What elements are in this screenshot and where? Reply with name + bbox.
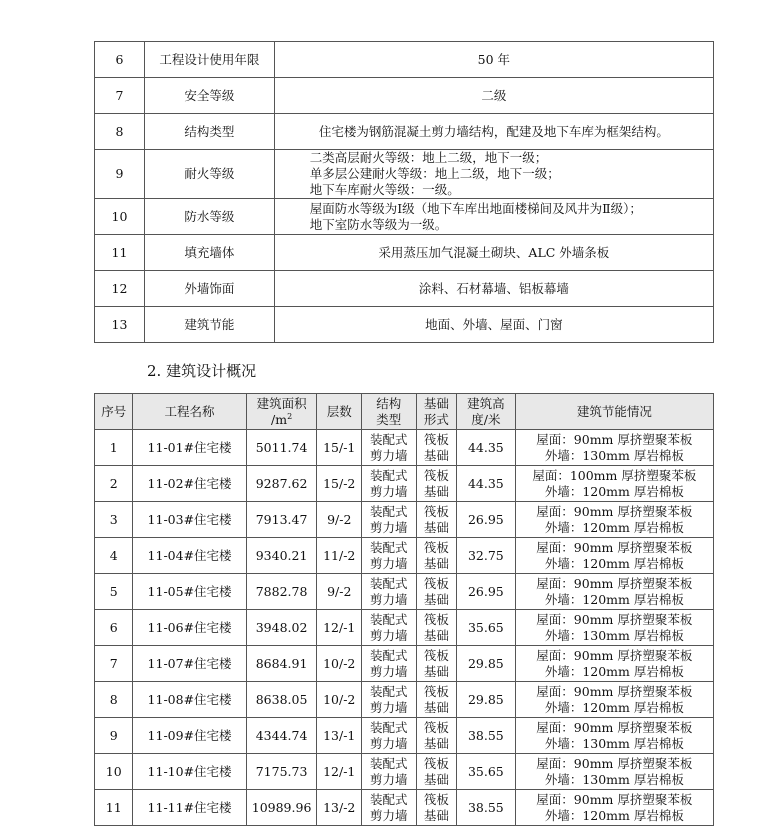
cell-structure-line2: 剪力墙 [370, 771, 408, 787]
cell-area: 7175.73 [246, 754, 317, 790]
cell-energy-line1: 屋面：90mm 厚挤塑聚苯板 [536, 431, 693, 447]
cell-energy-line1: 屋面：90mm 厚挤塑聚苯板 [536, 611, 693, 627]
overview-content-line: 地面、外墙、屋面、门窗 [425, 316, 563, 332]
cell-energy-line2: 外墙：120mm 厚岩棉板 [544, 663, 684, 679]
header-area-line1: 建筑面积 [256, 395, 307, 411]
cell-foundation-line1: 筏板 [423, 791, 449, 807]
header-foundation-line2: 形式 [423, 411, 449, 427]
cell-name: 11-10#住宅楼 [133, 754, 246, 790]
cell-no: 8 [95, 682, 133, 718]
overview-content-line: 二级 [481, 87, 507, 103]
header-structure-line2: 类型 [376, 411, 402, 427]
table-row [95, 610, 714, 646]
cell-foundation-line1: 筏板 [423, 647, 449, 663]
cell-name: 11-11#住宅楼 [133, 790, 246, 826]
cell-energy-line1: 屋面：90mm 厚挤塑聚苯板 [536, 791, 693, 807]
cell-structure-line2: 剪力墙 [370, 519, 408, 535]
cell-foundation-line1: 筏板 [423, 755, 449, 771]
cell-energy [515, 466, 713, 502]
cell-name: 11-01#住宅楼 [133, 430, 246, 466]
table-row [95, 466, 714, 502]
cell-structure [361, 718, 416, 754]
project-overview-table [94, 41, 714, 343]
cell-floors: 11/-2 [317, 538, 362, 574]
cell-structure-line1: 装配式 [370, 539, 408, 555]
cell-floors: 13/-2 [317, 790, 362, 826]
cell-structure-line1: 装配式 [370, 647, 408, 663]
header-area-sup: 2 [287, 411, 293, 421]
cell-name: 11-02#住宅楼 [133, 466, 246, 502]
cell-floors: 13/-1 [317, 718, 362, 754]
overview-item: 结构类型 [144, 114, 274, 150]
cell-structure-line1: 装配式 [370, 755, 408, 771]
overview-content-line: 地下室防水等级为一级。 [309, 216, 448, 232]
cell-structure-line2: 剪力墙 [370, 591, 408, 607]
header-height [457, 394, 516, 430]
cell-no: 6 [95, 610, 133, 646]
cell-foundation-line2: 基础 [423, 699, 449, 715]
cell-area: 4344.74 [246, 718, 317, 754]
overview-content [274, 199, 713, 235]
cell-energy [515, 574, 713, 610]
cell-height: 38.55 [457, 790, 516, 826]
cell-energy-line2: 外墙：130mm 厚岩棉板 [544, 627, 684, 643]
cell-area: 8638.05 [246, 682, 317, 718]
cell-height: 44.35 [457, 466, 516, 502]
overview-row [95, 150, 714, 199]
cell-height: 26.95 [457, 574, 516, 610]
cell-structure-line1: 装配式 [370, 431, 408, 447]
cell-height: 29.85 [457, 682, 516, 718]
cell-energy-line2: 外墙：120mm 厚岩棉板 [544, 807, 684, 823]
overview-no: 7 [95, 78, 145, 114]
cell-height: 32.75 [457, 538, 516, 574]
header-structure-line1: 结构 [376, 395, 402, 411]
overview-content-line: 地下车库耐火等级：一级。 [309, 182, 460, 197]
cell-structure-line2: 剪力墙 [370, 483, 408, 499]
cell-floors: 9/-2 [317, 574, 362, 610]
cell-floors: 9/-2 [317, 502, 362, 538]
overview-item: 填充墙体 [144, 235, 274, 271]
cell-area: 9287.62 [246, 466, 317, 502]
cell-foundation-line1: 筏板 [423, 467, 449, 483]
overview-no: 9 [95, 150, 145, 199]
overview-content [274, 150, 713, 199]
cell-no: 11 [95, 790, 133, 826]
cell-height: 38.55 [457, 718, 516, 754]
cell-structure [361, 646, 416, 682]
cell-structure-line1: 装配式 [370, 611, 408, 627]
header-area-line2: /m [271, 411, 288, 427]
cell-height: 29.85 [457, 646, 516, 682]
cell-foundation-line1: 筏板 [423, 539, 449, 555]
overview-content [274, 42, 713, 78]
cell-area: 10989.96 [246, 790, 317, 826]
cell-structure-line2: 剪力墙 [370, 807, 408, 823]
header-name: 工程名称 [133, 394, 246, 430]
cell-energy-line1: 屋面：100mm 厚挤塑聚苯板 [532, 467, 697, 483]
overview-content-line: 单多层公建耐火等级：地上二级，地下一级； [309, 166, 560, 181]
cell-structure [361, 682, 416, 718]
overview-item: 防水等级 [144, 199, 274, 235]
cell-foundation-line2: 基础 [423, 807, 449, 823]
cell-structure-line2: 剪力墙 [370, 447, 408, 463]
cell-no: 5 [95, 574, 133, 610]
cell-foundation-line2: 基础 [423, 555, 449, 571]
table-row [95, 574, 714, 610]
cell-energy-line1: 屋面：90mm 厚挤塑聚苯板 [536, 755, 693, 771]
header-foundation-line1: 基础 [423, 395, 449, 411]
cell-floors: 12/-1 [317, 610, 362, 646]
cell-structure-line1: 装配式 [370, 719, 408, 735]
section-heading: 2. 建筑设计概况 [147, 362, 257, 380]
cell-foundation-line1: 筏板 [423, 575, 449, 591]
overview-no: 11 [95, 235, 145, 271]
overview-row [95, 199, 714, 235]
cell-structure [361, 466, 416, 502]
cell-floors: 10/-2 [317, 646, 362, 682]
cell-no: 10 [95, 754, 133, 790]
cell-structure [361, 502, 416, 538]
overview-row [95, 42, 714, 78]
cell-no: 9 [95, 718, 133, 754]
cell-no: 2 [95, 466, 133, 502]
cell-no: 3 [95, 502, 133, 538]
cell-floors: 10/-2 [317, 682, 362, 718]
overview-table-body [95, 42, 714, 343]
table-row [95, 754, 714, 790]
cell-foundation [416, 646, 456, 682]
table-row [95, 790, 714, 826]
overview-item: 外墙饰面 [144, 271, 274, 307]
cell-height: 35.65 [457, 754, 516, 790]
cell-area: 3948.02 [246, 610, 317, 646]
cell-name: 11-05#住宅楼 [133, 574, 246, 610]
cell-energy-line2: 外墙：120mm 厚岩棉板 [544, 483, 684, 499]
header-foundation [416, 394, 456, 430]
overview-content [274, 307, 713, 343]
cell-foundation-line1: 筏板 [423, 683, 449, 699]
cell-energy [515, 430, 713, 466]
table-row [95, 502, 714, 538]
header-structure [361, 394, 416, 430]
cell-no: 4 [95, 538, 133, 574]
cell-floors: 12/-1 [317, 754, 362, 790]
header-height-line2: 度/米 [471, 411, 501, 427]
overview-row [95, 235, 714, 271]
overview-content-line: 二类高层耐火等级：地上二级，地下一级； [309, 150, 548, 165]
cell-structure-line1: 装配式 [370, 503, 408, 519]
building-design-table [94, 393, 714, 826]
cell-energy-line2: 外墙：120mm 厚岩棉板 [544, 519, 684, 535]
table-row [95, 430, 714, 466]
overview-content [274, 78, 713, 114]
overview-row [95, 307, 714, 343]
cell-energy-line2: 外墙：120mm 厚岩棉板 [544, 591, 684, 607]
cell-floors: 15/-1 [317, 430, 362, 466]
cell-foundation-line1: 筏板 [423, 503, 449, 519]
cell-foundation [416, 790, 456, 826]
overview-item: 建筑节能 [144, 307, 274, 343]
cell-floors: 15/-2 [317, 466, 362, 502]
cell-foundation [416, 718, 456, 754]
cell-structure [361, 790, 416, 826]
overview-row [95, 271, 714, 307]
cell-energy-line1: 屋面：90mm 厚挤塑聚苯板 [536, 539, 693, 555]
overview-no: 13 [95, 307, 145, 343]
cell-energy [515, 790, 713, 826]
cell-energy [515, 610, 713, 646]
cell-foundation-line1: 筏板 [423, 611, 449, 627]
cell-structure-line1: 装配式 [370, 467, 408, 483]
cell-energy [515, 538, 713, 574]
overview-no: 10 [95, 199, 145, 235]
cell-foundation [416, 466, 456, 502]
cell-energy [515, 646, 713, 682]
overview-no: 8 [95, 114, 145, 150]
cell-structure-line2: 剪力墙 [370, 735, 408, 751]
cell-area: 5011.74 [246, 430, 317, 466]
cell-foundation-line2: 基础 [423, 519, 449, 535]
overview-content-line: 50 年 [477, 51, 511, 67]
cell-area: 7913.47 [246, 502, 317, 538]
overview-item: 工程设计使用年限 [144, 42, 274, 78]
cell-name: 11-09#住宅楼 [133, 718, 246, 754]
header-height-line1: 建筑高 [467, 395, 505, 411]
header-row [95, 394, 714, 430]
overview-content [274, 114, 713, 150]
overview-content-line: 涂料、石材幕墙、铝板幕墙 [418, 280, 569, 296]
cell-energy-line1: 屋面：90mm 厚挤塑聚苯板 [536, 503, 693, 519]
cell-structure [361, 574, 416, 610]
overview-content [274, 271, 713, 307]
cell-energy-line2: 外墙：130mm 厚岩棉板 [544, 735, 684, 751]
overview-row [95, 114, 714, 150]
cell-foundation-line2: 基础 [423, 663, 449, 679]
cell-name: 11-08#住宅楼 [133, 682, 246, 718]
cell-name: 11-07#住宅楼 [133, 646, 246, 682]
cell-height: 26.95 [457, 502, 516, 538]
overview-row [95, 78, 714, 114]
cell-foundation [416, 538, 456, 574]
cell-energy-line2: 外墙：130mm 厚岩棉板 [544, 771, 684, 787]
cell-structure-line2: 剪力墙 [370, 627, 408, 643]
design-table-header [95, 394, 714, 430]
cell-area: 8684.91 [246, 646, 317, 682]
cell-energy [515, 754, 713, 790]
cell-name: 11-04#住宅楼 [133, 538, 246, 574]
overview-content-line: 采用蒸压加气混凝土砌块、ALC 外墙条板 [378, 244, 610, 260]
cell-foundation [416, 610, 456, 646]
table-row [95, 538, 714, 574]
cell-energy [515, 682, 713, 718]
overview-content-line: 屋面防水等级为Ⅰ级（地下车库出地面楼梯间及风井为Ⅱ级）； [309, 200, 642, 216]
cell-foundation-line2: 基础 [423, 627, 449, 643]
cell-structure-line2: 剪力墙 [370, 555, 408, 571]
cell-foundation-line1: 筏板 [423, 719, 449, 735]
cell-energy-line2: 外墙：120mm 厚岩棉板 [544, 555, 684, 571]
overview-item: 耐火等级 [144, 150, 274, 199]
cell-foundation [416, 502, 456, 538]
cell-structure-line2: 剪力墙 [370, 699, 408, 715]
cell-foundation [416, 682, 456, 718]
cell-energy-line1: 屋面：90mm 厚挤塑聚苯板 [536, 719, 693, 735]
header-area [246, 394, 317, 430]
cell-foundation-line2: 基础 [423, 771, 449, 787]
cell-foundation-line1: 筏板 [423, 431, 449, 447]
cell-energy-line1: 屋面：90mm 厚挤塑聚苯板 [536, 575, 693, 591]
overview-no: 12 [95, 271, 145, 307]
overview-no: 6 [95, 42, 145, 78]
cell-area: 9340.21 [246, 538, 317, 574]
cell-foundation [416, 754, 456, 790]
cell-structure [361, 430, 416, 466]
cell-structure-line2: 剪力墙 [370, 663, 408, 679]
cell-height: 44.35 [457, 430, 516, 466]
cell-foundation-line2: 基础 [423, 735, 449, 751]
cell-foundation-line2: 基础 [423, 483, 449, 499]
cell-structure-line1: 装配式 [370, 791, 408, 807]
cell-structure [361, 754, 416, 790]
overview-content [274, 235, 713, 271]
header-no: 序号 [95, 394, 133, 430]
cell-structure [361, 538, 416, 574]
header-energy: 建筑节能情况 [515, 394, 713, 430]
cell-structure-line1: 装配式 [370, 575, 408, 591]
table-row [95, 646, 714, 682]
header-floors: 层数 [317, 394, 362, 430]
cell-foundation-line2: 基础 [423, 447, 449, 463]
cell-energy [515, 718, 713, 754]
cell-energy-line2: 外墙：130mm 厚岩棉板 [544, 447, 684, 463]
table-row [95, 718, 714, 754]
cell-energy [515, 502, 713, 538]
cell-no: 1 [95, 430, 133, 466]
cell-no: 7 [95, 646, 133, 682]
cell-height: 35.65 [457, 610, 516, 646]
cell-foundation [416, 430, 456, 466]
cell-area: 7882.78 [246, 574, 317, 610]
table-row [95, 682, 714, 718]
cell-energy-line1: 屋面：90mm 厚挤塑聚苯板 [536, 683, 693, 699]
cell-energy-line1: 屋面：90mm 厚挤塑聚苯板 [536, 647, 693, 663]
overview-content-line: 住宅楼为钢筋混凝土剪力墙结构，配建及地下车库为框架结构。 [318, 123, 669, 139]
cell-structure [361, 610, 416, 646]
cell-energy-line2: 外墙：120mm 厚岩棉板 [544, 699, 684, 715]
cell-name: 11-06#住宅楼 [133, 610, 246, 646]
overview-item: 安全等级 [144, 78, 274, 114]
cell-foundation [416, 574, 456, 610]
cell-name: 11-03#住宅楼 [133, 502, 246, 538]
cell-foundation-line2: 基础 [423, 591, 449, 607]
cell-structure-line1: 装配式 [370, 683, 408, 699]
design-table-body [95, 430, 714, 826]
